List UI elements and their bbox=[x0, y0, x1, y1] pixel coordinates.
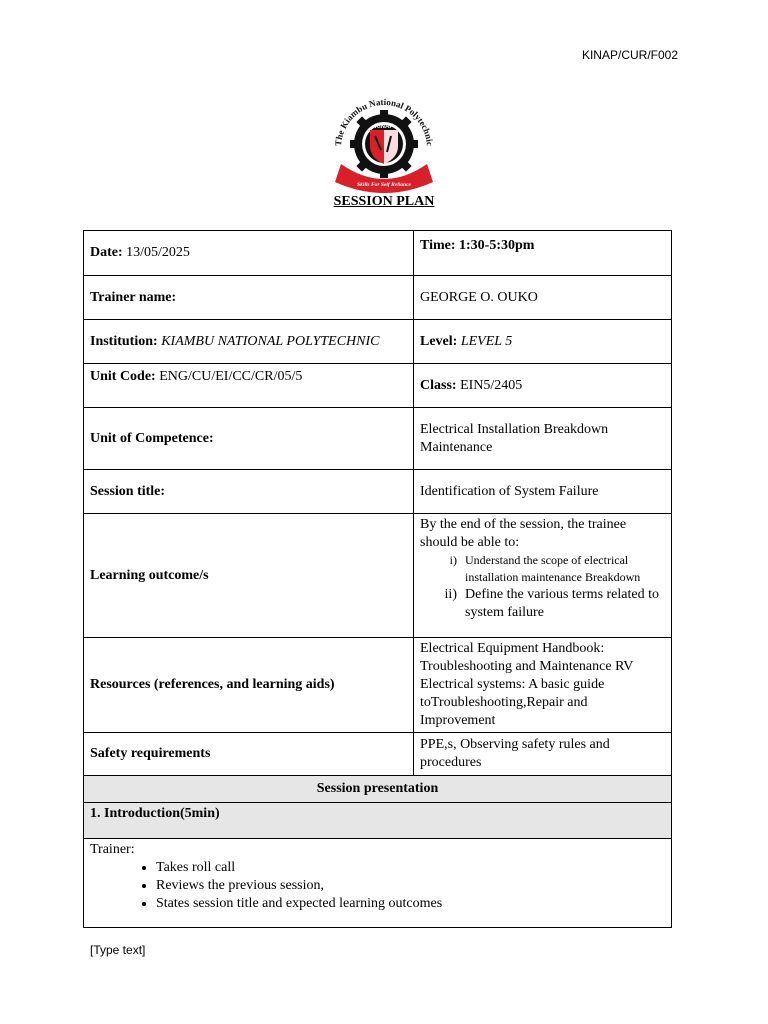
section-header: Session presentation bbox=[84, 776, 672, 803]
trainer-heading: Trainer: bbox=[90, 842, 135, 857]
logo-banner-text: Skills For Self Reliance bbox=[357, 182, 411, 188]
table-row bbox=[84, 470, 672, 514]
table-row bbox=[84, 803, 672, 839]
session-title-label: Session title: bbox=[84, 470, 414, 514]
time-cell: Time: 1:30-5:30pm bbox=[414, 231, 672, 276]
table-row bbox=[84, 839, 672, 928]
list-item: • States session title and expected learning outcomes bbox=[156, 895, 665, 913]
resources-label: Resources (references, and learning aids) bbox=[84, 638, 414, 733]
page-title: SESSION PLAN bbox=[333, 194, 435, 209]
table-row bbox=[84, 408, 672, 470]
trainer-label: Trainer name: bbox=[84, 276, 414, 320]
logo-inner-text: KINAP bbox=[374, 124, 394, 130]
trainer-value: GEORGE O. OUKO bbox=[414, 276, 672, 320]
logo-arc-text: The Kiambu National Polytechnic bbox=[332, 96, 435, 147]
trainer-task-list bbox=[90, 859, 665, 913]
table-row bbox=[84, 276, 672, 320]
table-row bbox=[84, 231, 672, 276]
document-code: KINAP/CUR/F002 bbox=[581, 48, 678, 62]
list-item: i) Understand the scope of electrical installation maintenance Breakdown bbox=[449, 553, 641, 584]
class-cell: Class: EIN5/2405 bbox=[414, 364, 672, 408]
intro-heading: 1. Introduction(5min) bbox=[84, 803, 672, 839]
table-row bbox=[84, 514, 672, 638]
competence-label: Unit of Competence: bbox=[84, 408, 414, 470]
list-item: • Reviews the previous session, bbox=[156, 877, 665, 895]
list-item: • Takes roll call bbox=[156, 859, 665, 877]
outcome-intro: By the end of the session, the trainee should be able to: bbox=[420, 517, 627, 550]
unit-code-cell: Unit Code: ENG/CU/EI/CC/CR/05/5 bbox=[84, 364, 414, 408]
session-plan-table bbox=[83, 230, 672, 928]
level-cell: Level: LEVEL 5 bbox=[414, 320, 672, 364]
table-row bbox=[84, 733, 672, 776]
trainer-tasks-cell bbox=[84, 839, 672, 928]
competence-value: Electrical Installation Breakdown Maintenance bbox=[414, 408, 672, 470]
resources-value: Electrical Equipment Handbook: Troubleshooting and Maintenance RV Electrical systems: A basic guide toTroubleshooting,Repair and Improvement bbox=[414, 638, 672, 733]
safety-value: PPE,s, Observing safety rules and procedures bbox=[414, 733, 672, 776]
outcome-value bbox=[414, 514, 672, 638]
table-row bbox=[84, 364, 672, 408]
date-cell: Date: 13/05/2025 bbox=[84, 231, 414, 276]
table-row bbox=[84, 638, 672, 733]
safety-label: Safety requirements bbox=[84, 733, 414, 776]
institution-cell: Institution: KIAMBU NATIONAL POLYTECHNIC bbox=[84, 320, 414, 364]
outcome-list bbox=[420, 552, 665, 622]
footer-placeholder: [Type text] bbox=[90, 943, 146, 957]
outcome-label: Learning outcome/s bbox=[84, 514, 414, 638]
list-item: ii) Define the various terms related to system failure bbox=[444, 587, 659, 620]
kinap-logo bbox=[325, 86, 443, 196]
session-title-value: Identification of System Failure bbox=[414, 470, 672, 514]
table-row bbox=[84, 320, 672, 364]
table-row bbox=[84, 776, 672, 803]
